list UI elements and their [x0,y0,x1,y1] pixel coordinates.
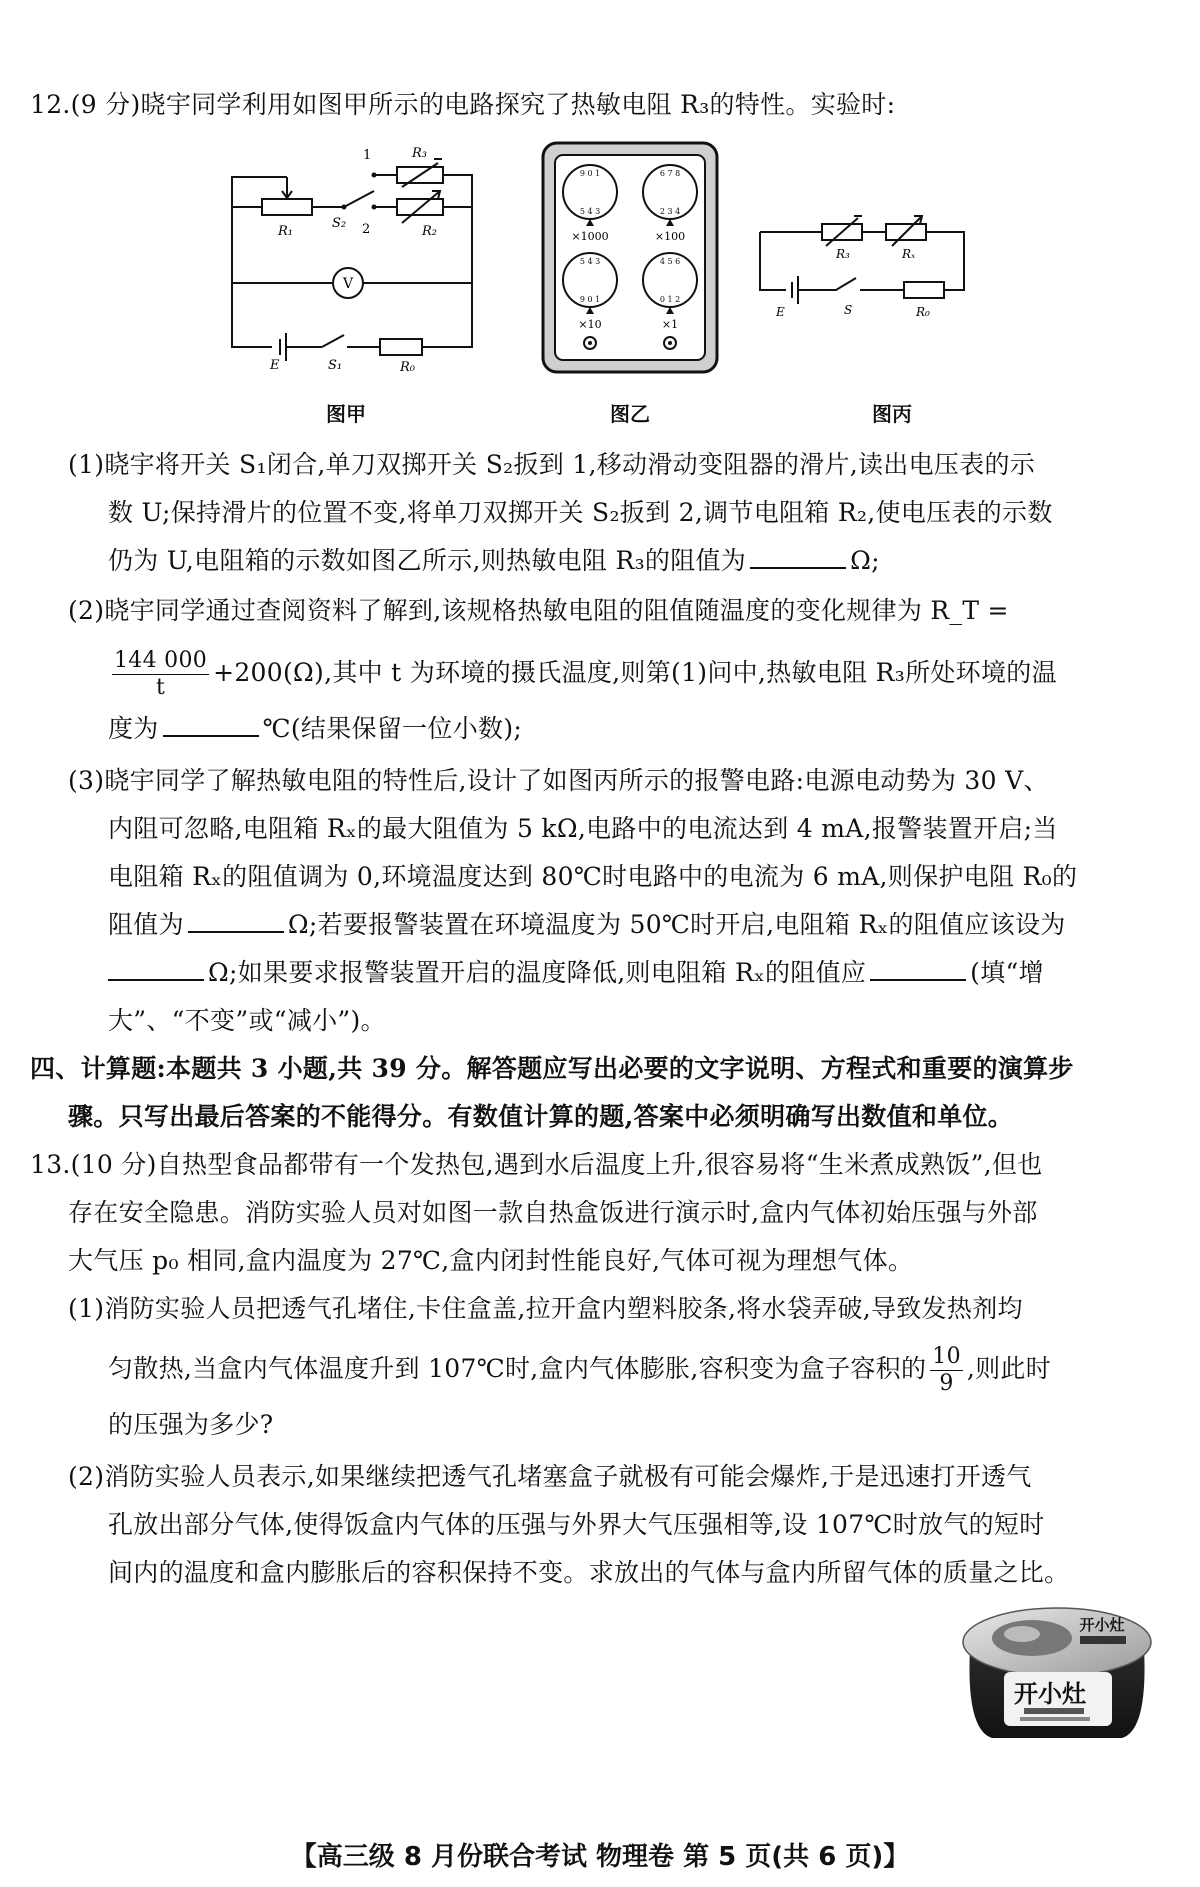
label-s2: S₂ [332,216,347,231]
q12-part2-line2: $\frac{144 000}{t}$ +200(Ω),其中 t 为环境的摄氏温度,则第(1)问中,热敏电阻 R₃所处环境的温 [114,648,1057,700]
lid-brand-text: 开小灶 [1079,1616,1125,1634]
caption-jia: 图甲 [326,402,366,426]
svg-text:5 4 3: 5 4 3 [579,207,601,216]
dial-label-x10: ×10 [578,318,602,331]
q12-part3-line2: 内阻可忽略,电阻箱 Rₓ的最大阻值为 5 kΩ,电路中的电流达到 4 mA,报警装置开启;当 [108,814,1058,843]
label-contact-2: 2 [362,222,371,237]
box-brand-text: 开小灶 [1014,1680,1086,1708]
svg-text:2 3 4: 2 3 4 [659,207,681,216]
answer-blank-trend[interactable] [870,957,966,981]
page-footer: 【高三级 8 月份联合考试 物理卷 第 5 页(共 6 页)】 [290,1842,910,1872]
q12-part3-line6: 大”、“不变”或“减小”)。 [108,1006,386,1035]
dial-label-x1: ×1 [661,318,679,331]
svg-text:6 7 8: 6 7 8 [659,169,681,178]
label-s1: S₁ [328,358,343,373]
dial-label-x100: ×100 [654,230,686,243]
label-r1: R₁ [278,224,293,239]
figure-bing-alarm-circuit [752,210,972,325]
q12-title: 12.(9 分)晓宇同学利用如图甲所示的电路探究了热敏电阻 R₃的特性。实验时: [30,90,896,119]
circuit-bing-diagram [752,210,972,325]
label-bing-e: E [776,305,785,319]
figure-jia-circuit [222,135,482,375]
q12-part1-line3: 仍为 U,电阻箱的示数如图乙所示,则热敏电阻 R₃的阻值为 Ω; [108,546,880,575]
dial-label-x1000: ×1000 [571,230,609,243]
q12-part1-line2: 数 U;保持滑片的位置不变,将单刀双掷开关 S₂扳到 2,调节电阻箱 R₂,使电压表的示数 [108,498,1053,527]
q13-part2-line3: 间内的温度和盒内膨胀后的容积保持不变。求放出的气体与盒内所留气体的质量之比。 [108,1558,1070,1587]
label-r2: R₂ [422,224,437,239]
q13-part1-line2: 匀散热,当盒内气体温度升到 107℃时,盒内气体膨胀,容积变为盒子容积的 $\frac{10}{9}$ ,则此时 [108,1344,1052,1396]
q13-line3: 大气压 p₀ 相同,盒内温度为 27℃,盒内闭封性能良好,气体可视为理想气体。 [68,1246,914,1275]
label-bing-s: S [844,303,853,317]
q13-part1-line1: (1)消防实验人员把透气孔堵住,卡住盒盖,拉开盒内塑料胶条,将水袋弄破,导致发热剂均 [68,1294,1023,1323]
caption-bing: 图丙 [872,402,912,426]
voltmeter-label: V [343,276,354,292]
label-e: E [270,358,280,373]
fraction-144000-over-t: $\frac{144 000}{t}$ [114,648,208,700]
label-r0: R₀ [400,360,415,375]
label-bing-r0: R₀ [916,305,930,319]
q12-part3-line3: 电阻箱 Rₓ的阻值调为 0,环境温度达到 80℃时电路中的电流为 6 mA,则保护电阻 R₀的 [108,862,1078,891]
section4-heading-line1: 四、计算题:本题共 3 小题,共 39 分。解答题应写出必要的文字说明、方程式和重要的演算步 [30,1054,1074,1083]
q12-part2-line3: 度为 ℃(结果保留一位小数); [108,714,523,743]
q13-part2-line2: 孔放出部分气体,使得饭盒内气体的压强与外界大气压强相等,设 107℃时放气的短时 [108,1510,1045,1539]
answer-blank-r3[interactable] [750,545,846,569]
q13-part1-line3: 的压强为多少? [108,1410,274,1439]
answer-blank-temperature[interactable] [163,713,259,737]
q12-part1-line1: (1)晓宇将开关 S₁闭合,单刀双掷开关 S₂扳到 1,移动滑动变阻器的滑片,读出电压表的示 [68,450,1036,479]
label-contact-1: 1 [363,148,372,163]
meal-box-illustration [952,1590,1162,1744]
answer-blank-r0[interactable] [188,909,284,933]
svg-text:9 0 1: 9 0 1 [579,295,601,304]
svg-text:5 4 3: 5 4 3 [579,257,601,266]
q12-part3-line1: (3)晓宇同学了解热敏电阻的特性后,设计了如图丙所示的报警电路:电源电动势为 30 V、 [68,766,1049,795]
section4-heading-line2: 骤。只写出最后答案的不能得分。有数值计算的题,答案中必须明确写出数值和单位。 [68,1102,1014,1131]
q12-part3-line4: 阻值为 Ω;若要报警装置在环境温度为 50℃时开启,电阻箱 Rₓ的阻值应该设为 [108,910,1066,939]
svg-text:4 5 6: 4 5 6 [659,257,681,266]
svg-text:9 0 1: 9 0 1 [579,169,601,178]
q13-part2-line1: (2)消防实验人员表示,如果继续把透气孔堵塞盒子就极有可能会爆炸,于是迅速打开透气 [68,1462,1032,1491]
circuit-jia-diagram [222,135,482,375]
self-heating-meal-box-image [952,1590,1162,1744]
q12-part3-line5: Ω;如果要求报警装置开启的温度降低,则电阻箱 Rₓ的阻值应 (填“增 [108,956,1044,990]
q13-line2: 存在安全隐患。消防实验人员对如图一款自热盒饭进行演示时,盒内气体初始压强与外部 [68,1198,1038,1227]
label-bing-rx: Rₓ [902,247,916,261]
label-r3: R₃ [412,146,427,161]
svg-text:0 1 2: 0 1 2 [659,295,681,304]
q13-line1: 13.(10 分)自热型食品都带有一个发热包,遇到水后温度上升,很容易将“生米煮成熟饭”,但也 [30,1150,1043,1179]
fraction-10-over-9: $\frac{10}{9}$ [932,1344,961,1396]
figure-yi-resistance-box [540,140,720,375]
resistance-box-diagram [540,140,720,375]
q12-part2-line1: (2)晓宇同学通过查阅资料了解到,该规格热敏电阻的阻值随温度的变化规律为 R_T = [68,596,1009,625]
caption-yi: 图乙 [610,402,650,426]
answer-blank-rx[interactable] [108,957,204,981]
label-bing-r3: R₃ [836,247,850,261]
